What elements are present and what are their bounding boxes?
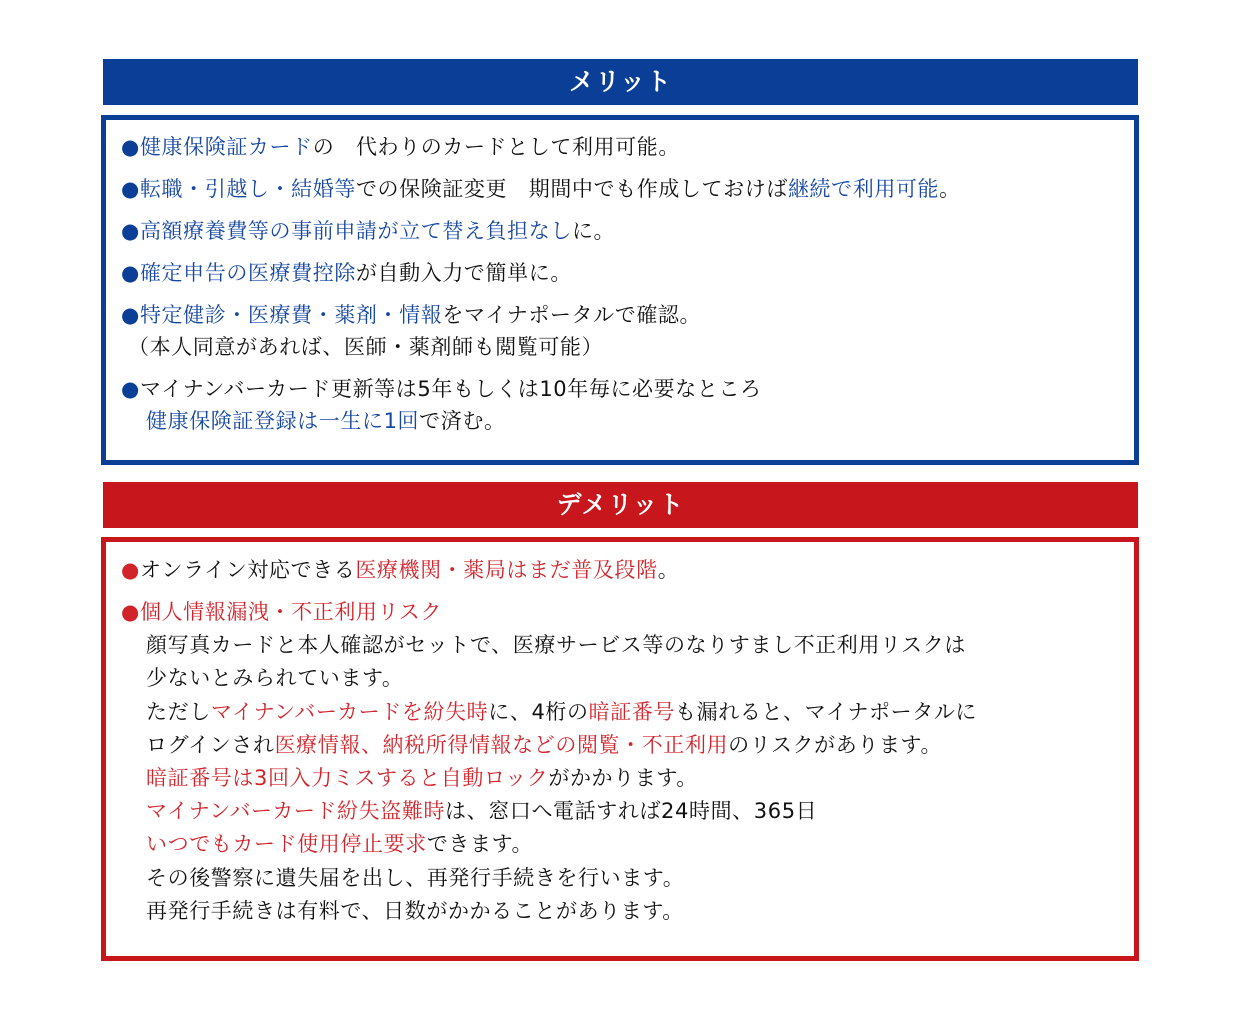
text-segment: 暗証番号は3回入力ミスすると自動ロック (146, 766, 549, 790)
text-segment: での保険証変更 期間中でも作成しておけば (355, 177, 788, 201)
text-segment: 少ないとみられています。 (146, 666, 404, 690)
text-segment: 転職・引越し・結婚等 (139, 177, 356, 201)
demerit-line-4 (146, 663, 404, 693)
text-segment: も漏れると、マイナポータルに (675, 700, 978, 724)
demerit-line-7 (146, 763, 698, 793)
demerit-line-11 (146, 896, 684, 926)
text-segment: 健康保険証カード (139, 135, 313, 159)
bullet-icon: ● (121, 177, 140, 201)
text-segment: 顔写真カードと本人確認がセットで、医療サービス等のなりすまし不正利用リスクは (146, 633, 966, 657)
text-segment: 健康保険証登録は一生に1回 (146, 409, 420, 433)
merit-header: メリット (103, 59, 1138, 105)
text-segment: 特定健診・医療費・薬剤・情報 (139, 303, 443, 327)
text-segment: 確定申告の医療費控除 (139, 261, 356, 285)
demerit-header: デメリット (103, 482, 1138, 528)
bullet-icon: ● (121, 377, 140, 401)
text-segment: オンライン対応できる (139, 558, 356, 582)
merit-panel (101, 115, 1139, 465)
merit-line-6 (128, 332, 603, 362)
text-segment: 医療情報、納税所得情報などの閲覧・不正利用 (274, 733, 729, 757)
demerit-panel (101, 537, 1139, 961)
bullet-icon: ● (121, 219, 140, 243)
demerit-line-1 (121, 555, 679, 585)
merit-line-4 (121, 258, 572, 288)
text-segment: 再発行手続きは有料で、日数がかかることがあります。 (146, 899, 684, 923)
text-segment: のリスクがあります。 (728, 733, 943, 757)
text-segment: に、4桁の (488, 700, 589, 724)
bullet-icon: ● (121, 303, 140, 327)
text-segment: が自動入力で簡単に。 (355, 261, 572, 285)
demerit-line-6 (146, 730, 942, 760)
demerit-line-2 (121, 597, 442, 627)
text-segment: マイナンバーカードを紛失時 (210, 700, 489, 724)
text-segment: ただし (146, 700, 211, 724)
text-segment: 。 (657, 558, 680, 582)
text-segment: で済む。 (419, 409, 506, 433)
text-segment: 継続で利用可能 (787, 177, 940, 201)
demerit-line-3 (146, 630, 966, 660)
demerit-line-8 (146, 796, 817, 826)
merit-line-2 (121, 174, 961, 204)
text-segment: に。 (571, 219, 616, 243)
text-segment: 個人情報漏洩・不正利用リスク (139, 600, 442, 624)
text-segment: 。 (939, 177, 961, 201)
text-segment: 暗証番号 (588, 700, 676, 724)
text-segment: （本人同意があれば、医師・薬剤師も閲覧可能） (128, 335, 604, 359)
text-segment: その後警察に遺失届を出し、再発行手続きを行います。 (146, 866, 685, 890)
text-segment: は、窓口へ電話すれば24時間、365日 (445, 799, 818, 823)
text-segment: ログインされ (146, 733, 275, 757)
text-segment: 高額療養費等の事前申請が立て替え負担なし (139, 219, 572, 243)
bullet-icon: ● (121, 261, 140, 285)
demerit-line-9 (146, 829, 533, 859)
text-segment: がかかります。 (548, 766, 698, 790)
text-segment: 医療機関・薬局はまだ普及段階 (355, 558, 658, 582)
text-segment: の 代わりのカードとして利用可能。 (312, 135, 680, 159)
merit-line-8 (146, 406, 506, 436)
text-segment: いつでもカード使用停止要求 (146, 832, 427, 856)
bullet-icon: ● (121, 600, 140, 624)
merit-line-7 (121, 374, 762, 404)
merit-line-1 (121, 132, 680, 162)
text-segment: できます。 (426, 832, 534, 856)
text-segment: マイナンバーカード更新等は5年もしくは10年毎に必要なところ (139, 377, 762, 401)
merit-line-5 (121, 300, 701, 330)
demerit-line-10 (146, 863, 684, 893)
demerit-line-5 (146, 697, 977, 727)
text-segment: マイナンバーカード紛失盗難時 (146, 799, 446, 823)
merit-line-3 (121, 216, 615, 246)
bullet-icon: ● (121, 135, 140, 159)
bullet-icon: ● (121, 558, 140, 582)
text-segment: をマイナポータルで確認。 (442, 303, 702, 327)
